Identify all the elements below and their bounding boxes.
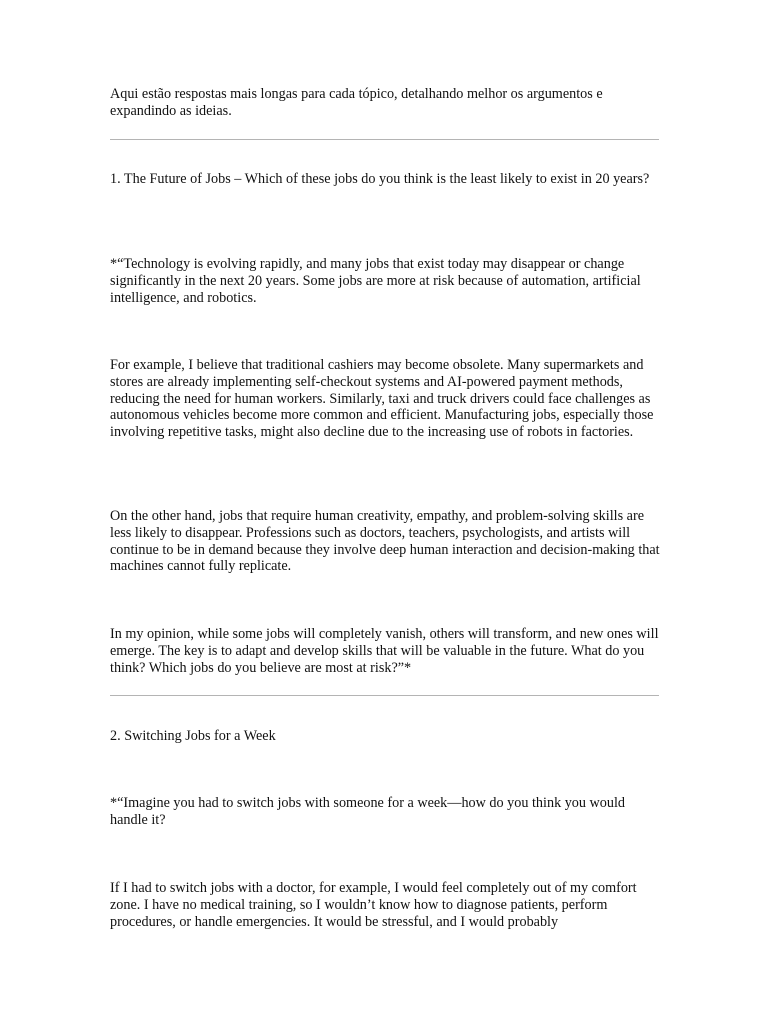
section-1-paragraph-3: On the other hand, jobs that require human creativity, empathy, and problem-solving skills are less likely to disappear. Professions such as doctors, teachers, psychologists, and artists will continue to be in demand because they involve deep human interaction and decision-making that machines cannot fully replicate.	[110, 508, 660, 575]
horizontal-rule	[110, 695, 659, 696]
section-1-heading: 1. The Future of Jobs – Which of these jobs do you think is the least likely to exist in 20 years?	[110, 171, 650, 187]
section-2-heading: 2. Switching Jobs for a Week	[110, 728, 276, 744]
intro-paragraph: Aqui estão respostas mais longas para cada tópico, detalhando melhor os argumentos e expandindo as ideias.	[110, 86, 603, 119]
section-2-paragraph-1: *“Imagine you had to switch jobs with someone for a week—how do you think you would handle it?	[110, 795, 626, 828]
horizontal-rule	[110, 139, 659, 140]
section-2-paragraph-2: If I had to switch jobs with a doctor, for example, I would feel completely out of my comfort zone. I have no medical training, so I wouldn’t know how to diagnose patients, perform procedures, or handle emergencies. It would be stressful, and I would probably	[110, 880, 637, 930]
section-1-paragraph-2: For example, I believe that traditional cashiers may become obsolete. Many supermarkets and stores are already implementing self-checkout systems and AI-powered payment methods, reducing the need for human workers. Similarly, taxi and truck drivers could face challenges as autonomous vehicles become more common and efficient. Manufacturing jobs, especially those involving repetitive tasks, might also decline due to the increasing use of robots in factories.	[110, 357, 654, 441]
section-1-paragraph-4: In my opinion, while some jobs will completely vanish, others will transform, and new ones will emerge. The key is to adapt and develop skills that will be valuable in the future. What do you think? Which jobs do you believe are most at risk?”*	[110, 626, 659, 676]
section-1-paragraph-1: *“Technology is evolving rapidly, and many jobs that exist today may disappear or change significantly in the next 20 years. Some jobs are more at risk because of automation, artificial intelligence, and robotics.	[110, 256, 641, 306]
